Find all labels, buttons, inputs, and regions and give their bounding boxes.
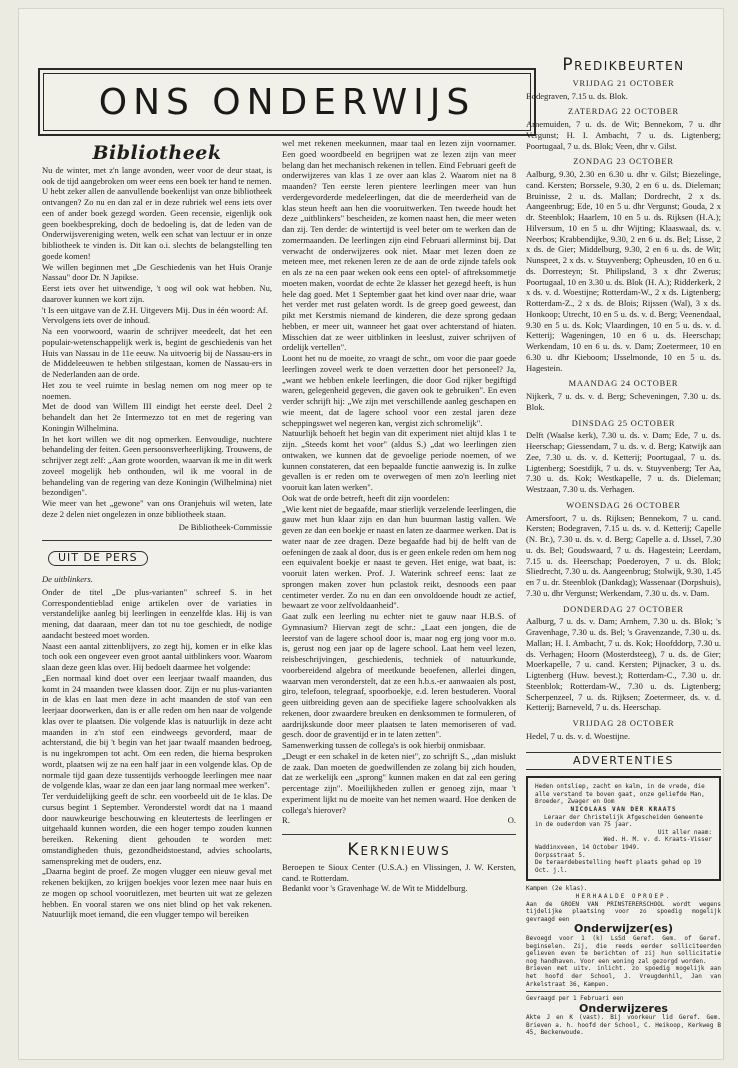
obituary-name: NICOLAAS VAN DER KRAATS <box>570 806 677 814</box>
job-ad-body-2: Brieven met uitv. inlicht. zo spoedig mogelijk aan het hoofd der School, J. Vreugdenhil, Jan van Arkelstraat 36, Kampen. <box>526 965 721 988</box>
section-divider <box>42 540 272 541</box>
bibliotheek-paragraph: Het zou te veel ruimte in beslag nemen om nog meer op te noemen. <box>42 379 272 401</box>
bibliotheek-paragraph: Met de dood van Willem III eindigt het eerste deel. Deel 2 behandelt dan het 2e Intermezzo tot en met de regering van Koningin Wilhelmina. <box>42 401 272 433</box>
obituary-ad <box>526 776 721 881</box>
bibliotheek-paragraph: We willen beginnen met „De Geschiedenis van het Huis Oranje Nassau" door Dr. N Japikse. <box>42 261 272 283</box>
bibliotheek-paragraph: Na een voorwoord, waarin de schrijver meedeelt, dat het een populair-wetenschappelijk werk is, begint de geschiedenis van het Huis van Nassau in de 11e eeuw. Na uitvoerig bij de Nassau-ers in de Middeleeuwen te hebben stilgestaan, komen de Nassau-ers in de Nederlanden aan de orde. <box>42 326 272 379</box>
pers-paragraph: „Deugt er een schakel in de keten niet", zo schrijft S., „dan mislukt de zaak. Dan moeten de goedwillenden ze zolang bij zich houden, dat ze werkelijk een „sprong" kunnen maken en dat zal een gering percentage zijn". Moeilijkheden zullen er genoeg zijn, maar 't experiment lijkt nu de moeite van het nemen waard. Hoe denken de collega's hierover? <box>282 750 516 815</box>
sermon-day-listing: Bodegraven, 7.15 u. ds. Blok. <box>526 90 628 101</box>
obituary-place-1: Waddinxveen, 14 October 1949. <box>535 844 640 851</box>
sermon-day-heading: VRIJDAG 28 OCTOBER <box>572 719 675 728</box>
pers-paragraph: Naast een aantal zittenblijvers, zo zegt hij, komen er in elke klas toch ook een ongeveer even groot aantal uitblinkers voor. Waarom slaan deze geen klas over. Hij bedoelt daarmee het volgende: <box>42 640 272 672</box>
column-left <box>42 142 272 920</box>
predikbeurten-list <box>526 79 721 742</box>
signoff-left: R. <box>282 815 290 826</box>
pers-paragraph: Loont het nu de moeite, zo vraagt de schr., om voor die paar goede leerlingen zoveel werk te doen verzetten door het personeel? Ja, „want we hebben enkele leerlingen, die door God rijker begiftigd waren, gelegenheid gegeven, die gaven ook te gebruiken". En even verder schrijft hij: „We zijn met verschillende aanleg geschapen en wie meent, dat de lagere school voor een zestal jaren deze scheppingswet wel negeren kan, vergist zich schromelijk". <box>282 353 516 428</box>
bibliotheek-paragraph: Vervolgens iets over de inhoud. <box>42 315 151 326</box>
obituary-place-2: Dorpsstraat 5. <box>535 851 586 859</box>
obituary-role: Leraar der Christelijk Afgescheiden Gemeente <box>544 813 703 821</box>
newspaper-page <box>18 8 724 1060</box>
sermon-day-heading: MAANDAG 24 OCTOBER <box>568 379 679 389</box>
kerknieuws-paragraph: Bedankt voor 's Gravenhage W. de Wit te Middelburg. <box>282 883 468 894</box>
obituary-age: in de ouderdom van 75 jaar. <box>535 821 633 829</box>
job-ad-intro: Kampen (2e klas). <box>526 885 588 893</box>
sermon-day-listing: Aalburg, 7 u. ds. v. Dam; Arnhem, 7.30 u. ds. Blok; 's Gravenhage, 7.30 u. ds. Bel; 's Gravenzande, 7.30 u. ds. Mallan; H. I. Ambacht, 7 u. ds. Kok; Hoofddorp, 7.30 u. ds. Verhagen; Hoorn (Mosterdsteeg), 7 u. ds. de Gier; Moerkapelle, 7 u. cand. Kersten; Pijnacker, 3 u. ds. Ligtenberg (Huw. bevest.); Rotterdam-C., 7.30 u. dr. Steenblok; Rotterdam-W., 7.30 u. ds. Ligtenberg; Scherpenzeel, 7 u. ds. Rijksen; Zoetermeer, ds. v. d. Ketterij; Barneveld, 7 u. ds. Heerschap. <box>526 616 721 713</box>
uit-de-pers-label: UIT DE PERS <box>48 551 148 566</box>
sermon-day-listing: Aalburg, 9.30, 2.30 en 6.30 u. dhr v. Gilst; Biezelinge, cand. Kersten; Borssele, 9.30, 2 en 6 u. ds. Dieleman; Bruinisse, 2 u. ds. Mallan; Dordrecht, 2 x ds. Aangeenbrug; Ede, 10 en 5 u. dhr Vergunst; Gouda, 2 x dr. Steenblok; Haarlem, 10 en 5 u. ds. Rijksen (H.A.); Hilversum, 10 en 5 u. dhr Wijting; Klaaswaal, ds. v. Neerbos; Krabbendijke, 9.30, 2 en 6 u. ds. Bel; Lisse, 2 x ds. de Gier; Middelburg, 9.30, 2 en 6 u. ds. de Wit; Nunspeet, 2 x ds. v. Stuyvenberg; Opheusden, 10 en 6 u. ds. Dorresteyn; St. Philipsland, 3 x dhr Zwerus; Poortugaal, 10 en 3.30 u. ds. Blok (H. A.); Ridderkerk, 2 x ds. v. d. Woestijne; Rotterdam-W., 2 x ds. Ligtenberg; Rotterdam-Z., 2 x ds. de Blois; Rijssen (Wal), 3 x ds. Honkoop; Utrecht, 10 en 5 u. ds. v. d. Berg; Veenendaal, 9.30 en 5 u. ds. Kok; Vlaardingen, 10 en 5 u. ds. v. d. Ketterij; Wageningen, 10 en 6 u. ds. Heerschap; Werkendam, 10 en 6 u. ds. v. Dam; Zoetermeer, 10 en 6.30 u. dhr Kieboom; IJsselmonde, 10 en 5 u. ds. Hagestein. <box>526 169 721 373</box>
job-ad2-body: Akte J en K (vast). Bij voorkeur lid Geref. Gem. Brieven a. h. hoofd der School, C. Heikoop, Kerkweg B 45, Beckenwoude. <box>526 1014 721 1037</box>
pers-paragraph: „Wie kent niet de begaafde, maar stierlijk verzelende leerlingen, die gauw met hun klaar zijn en dan hun buurman lastig vallen. We geven ze dan een boekje er naast en laten ze daarmee werken. Dat is water naar de zee dragen. Deze begaafde had bij de helft van de oefeningen de zaak al door, dus is er geen enkele reden om hem nog een equivalent boekje er naast te geven. Het enige, wat baat, is: vooruit laten werken. Prof. J. Waterink schreef eens: laat ze sprongen maken zover hun pclastok reikt, desnoods een paar centimeter verder. Zo nu en dan een onvoldoende houdt ze actief, bewaart ze voor zelfvoldaanheid". <box>282 503 516 611</box>
pers-paragraph: Ter verduidelijking geeft de schr. een voorbeeld uit de 1e klas. De cursus begint 1 September. Veronderstel wordt dat na 1 maand door nauwkeurige beschouwing en kleutertests de leerlingen er uitgehaald kunnen worden, die een hoger tempo zouden kunnen bereiken. Rekening dient gehouden te worden met: omstandigheden thuis, gezondheidstoestand, advies schoolarts, samenspreking met de ouders, enz. <box>42 791 272 866</box>
job-ad2-title: Onderwijzeres <box>579 1001 668 1015</box>
pers-paragraph: „Een normaal kind doet over een leerjaar twaalf maanden, dus komt in 24 maanden twee klassen door. Zijn er nu plus-varianten in de klas en laat men deze in acht maanden de stof van een leerjaar doorwerken, dan is er alle reden om hen naar de volgende klas over te plaatsen. Die volgende klas is natuurlijk in deze acht maanden in z'n stof een eindweegs gevorderd, maar de achterstand, die bij 't begin van het jaar twaalf maanden bedroeg, is nu ingekrompen tot acht. Om een reden, die hierna besproken wordt, plaatsen wij ze na een half jaar in een volgende klas. Op de normale tijd gaan deze tussentijds verhoogde leerlingen mee naar de volgende klas, waar ze dan een jaar lang normaal mee werken". <box>42 672 272 791</box>
predikbeurten-title: Predikbeurten <box>562 55 685 75</box>
uit-de-pers-signoff <box>282 815 516 826</box>
bibliotheek-paragraph: Wie meer van het „gewone" van ons Oranjehuis wil weten, late deze 2 delen niet ongelezen in onze bibliotheek staan. <box>42 498 272 519</box>
bibliotheek-body <box>42 165 272 520</box>
obituary-note: De teraardebestelling heeft plaats gehad op 19 Oct. j.l. <box>535 859 702 874</box>
advertenties-title: ADVERTENTIES <box>526 752 721 771</box>
sermon-day-heading: DINSDAG 25 OCTOBER <box>571 418 676 428</box>
uit-de-pers-body-right <box>282 138 516 815</box>
job-ad-text: Aan de GROEN VAN PRINSTERERSCHOOL wordt wegens tijdelijke plaatsing voor zo spoedig mogelijk gevraagd een <box>526 900 721 923</box>
ad-divider <box>526 991 721 992</box>
sermon-day-listing: Amersfoort, 7 u. ds. Rijksen; Bennekom, 7 u. cand. Kersten; Bodegraven, 7.15 u. ds. v. d. Ketterij; Capelle (N. Br.), 7.30 u. ds. v. d. Berg; Capelle a. d. IJssel, 7.30 u. ds. Bel; Goudswaard, 7 u. ds. Hagestein; Leerdam, 7.15 u. ds. Heerschap; Poederoyen, 7 u. ds. Blok; Sliedrecht, 7.30 u. ds. Aangeenbrug; Stolwijk, 9.30, 1.45 en 7 u. dr. Steenblok (Dankdag); Wassenaar (Dorpshuis), 7.30 u. dhr Vergunst; Werkendam, 7.30 u. ds. v. Dam. <box>526 512 721 598</box>
sermon-day-listing: Arnemuiden, 7 u. ds. de Wit; Bennekom, 7 u. dhr Vergunst; H. I. Ambacht, 7 u. ds. Ligtenberg; Poortugaal, 7 u. ds. Blok; Veen, dhr v. Gilst. <box>526 119 721 151</box>
obituary-intro: Heden ontsliep, zacht en kalm, in de vrede, die alle verstand te boven gaat, onze geliefde Man, Broeder, Zwager en Oom <box>535 783 705 806</box>
masthead <box>38 68 536 136</box>
job-ad-beckenwoude <box>526 995 721 1037</box>
uit-de-pers-subtitle: De uitblinkers. <box>42 574 93 584</box>
sermon-day-heading: WOENSDAG 26 OCTOBER <box>566 500 681 510</box>
signoff-right: O. <box>507 815 516 826</box>
sermon-day-heading: ZONDAG 23 OCTOBER <box>573 157 674 167</box>
pers-paragraph: Natuurlijk behoeft het begin van dit experiment niet altijd klas 1 te zijn. „Steeds komt het voor" (aldus S.) „dat wo leerlingen zien ontwaken, we kunnen dat de gevoelige periode noemen, of we kunnen constateren, dat een bepaalde functie aanwezig is. In zulke gevallen is er reden om te overwegen of men zo'n leerling niet vooruit kan laten werken". <box>282 428 516 492</box>
sermon-day-listing: Delft (Waalse kerk), 7.30 u. ds. v. Dam; Ede, 7 u. ds. Heerschap; Giessendam, 7 u. ds. v. d. Berg; Katwijk aan Zee, 7.30 u. ds. v. d. Ketterij; Poortugaal, 7 u. ds. Ligtenberg; Soestdijk, 7 u. ds. v. Stuyvenberg; Ter Aa, 7.30 u. ds. Kok; Westkapelle, 7 u. ds. Dieleman; Westzaan, 7.30 u. ds. Verhagen. <box>526 430 721 494</box>
job-ad-kampen <box>526 885 721 988</box>
obituary-family-1: Uit aller naam: <box>657 828 712 836</box>
column-middle <box>282 138 516 894</box>
pers-paragraph: Samenwerking tussen de collega's is ook hierbij onmisbaar. <box>282 740 486 750</box>
sermon-day-heading: ZATERDAG 22 OCTOBER <box>568 107 679 117</box>
job-ad2-intro: Gevraagd per 1 Februari een <box>526 995 624 1003</box>
pers-paragraph: Ook wat de orde betreft, heeft dit zijn voordelen: <box>282 492 450 503</box>
bibliotheek-paragraph: In het kort willen we dit nog opmerken. Eenvoudige, nuchtere behandeling der feiten. Geen persoonsverheerlijking. Trouwens, de schrijver zegt zelf: „Aan grote woorden, waarvan ik me in dit werk zoveel mogelijk heb onthouden, wil ik me vooral in de behandeling van de regering van deze Koningin (Wilhelmina) niet bezondigen". <box>42 433 272 498</box>
bibliotheek-paragraph: Nu de winter, met z'n lange avonden, weer voor de deur staat, is ook de tijd aangebroken om weer eens een boek ter hand te nemen. <box>42 164 272 186</box>
job-ad-body: Bevoegd voor 1 (k) LsSd Geref. Gem. of Geref. beginselen. Zij, die reeds eerder solliciteerden gelieven even te berichten of zij hun sollicitatie nog handhaven. Voor een woning zal gezorgd worden. <box>526 934 721 965</box>
sermon-day-heading: VRIJDAG 21 OCTOBER <box>572 78 675 88</box>
kerknieuws-title: Kerknieuws <box>347 840 451 860</box>
sermon-day-heading: DONDERDAG 27 OCTOBER <box>563 604 684 614</box>
pers-paragraph: Gaat zulk een leerling nu echter niet te gauw naar H.B.S. of Gymnasium? Hiervan zegt de schr.: „Laat een jongen, die de leerstof van de lagere school door is, maar nog erg jong voor m.o. is, gerust nog een jaar op de lagere school. Laat hem veel lezen, reisbeschrijvingen, geschiedenis, techniek of natuurkunde, voorbereidend algebra of meetkunde beoefenen, allerlei dingen, waarvan men veronderstelt, dat ze een h.b.s.-er aanwaaien als post, giro, telefoon, telegraaf, spoorboekje, e.d. leren bestuderen. Vooral geen uitbreiding geven aan de specifieke lagere schoolvakken als rekenen, door zwaardere breuken en denksommen te formuleren, of aardrijkskunde door meer plaatsen te laten memoriseren of vad. gesch. door de graventijd er in te laten zetten". <box>282 611 516 740</box>
section-divider <box>282 834 516 835</box>
obituary-family-2: Wed. H. M. v. d. Kraats-Visser <box>603 836 712 844</box>
pers-paragraph: Onder de titel „De plus-varianten" schreef S. in het Correspondentieblad enige artikelen over de variaties in verstandelijke aanleg bij leerlingen in eenzelfde klas. Hij is van mening, dat daaraan, meer dan tot nu toe geschiedt, de nodige aandacht besteed moet worden. <box>42 586 272 640</box>
sermon-day-listing: Nijkerk, 7 u. ds. v. d. Berg; Scheveningen, 7.30 u. ds. Blok. <box>526 391 721 412</box>
pers-paragraph: „Daarna begint de proef. Ze mogen vlugger een nieuw geval met rekenen bekijken, zo krijgen boekjes voor lezen mee naar huis en ze mogen op school vooruitlezen, met beurten uit wat ze gelezen hebben. En vooral staren we ons niet blind op het vak rekenen. Natuurlijk moet iemand, die een vlugger tempo wil bereiken <box>42 866 272 920</box>
bibliotheek-signature: De Bibliotheek-Commissie <box>178 521 272 532</box>
pers-paragraph: wel met rekenen meekunnen, maar taal en lezen zijn voornamer. Een goed woordbeeld en begrijpen wat ze lezen zijn van meer belang dan het mechanisch rekenen in tellen. Eind Februari geeft de onderwijzeres van klas 1 ze over aan klas 2. Waarom niet na 8 maanden? Ten eerste leren pientere leerlingen meer van hun verdergevorderde medeleerlingen, dat die de meerderheid van de klas steun heeft aan hen die vooruitwerken. Ten tweede houdt het deze „uitblinkers" bescheiden, ze komen naast hen, die meer weten dan zij. Ten derde: de wintertijd is veel beter om te werken dan de zomermaanden. De leerlingen zijn eind Februari allerminst bij. Dat verwacht de onderwijzeres ook niet. Maar met lezen doen ze meteen mee, met rekenen leren ze de aan de orde zijnde tafels ook en als ze na een paar weken ook eens een optel- of aftreksommetje moeten maken, voordat de echte 2e klasser het gezegd heeft, is hun hele dag goed. Met 1 September gaat het kind over naar drie, waar het verder met rust gelaten wordt. Is de greep goed geweest, dan pikt met Kerstmis niemand de kinderen, die deze sprong gedaan hebben, er meer uit, wanneer het gaat over achterstand of hiaten. Misschien dat ze weer uitblinken in leeslust, zuiver schrijven of ordelijk vertellen". <box>282 138 516 353</box>
kerknieuws-paragraph: Beroepen te Sioux Center (U.S.A.) en Vlissingen, J. W. Kersten, cand. te Rotterdam. <box>282 861 516 883</box>
bibliotheek-paragraph: U hebt zeker allen de aanvullende boekenlijst van onze bibliotheek ontvangen? Zo nu en dan zal er in deze rubriek wel eens iets over een of ander boek gezegd worden. Geen recensie, eigenlijk ook geen boekbespreking, doch de bedoeling is, dat de leden van de Onderwijsvereniging weten, welk een schat van lectuur er in onze bibliotheek te vinden is. Dit kan o.i. slechts de belangstelling ten goede komen! <box>42 186 272 261</box>
job-ad-heading: HERHAALDE OPROEP. <box>575 892 672 900</box>
column-right <box>526 55 721 1037</box>
sermon-day-listing: Hedel, 7 u. ds. v. d. Woestijne. <box>526 730 630 741</box>
bibliotheek-paragraph: Eerst iets over het uitwendige, 't oog wil ook wat hebben. Nu, daarover kunnen we kort zijn. <box>42 283 272 304</box>
uit-de-pers-body-left <box>42 587 272 920</box>
masthead-title: ONS ONDERWIJS <box>98 81 476 123</box>
job-ad-title: Onderwijzer(es) <box>574 922 673 936</box>
bibliotheek-paragraph: 't Is een uitgave van de Z.H. Uitgevers Mij. Dus in één woord: Af. <box>42 304 268 315</box>
kerknieuws-body <box>282 862 516 894</box>
bibliotheek-title: Bibliotheek <box>92 142 222 164</box>
